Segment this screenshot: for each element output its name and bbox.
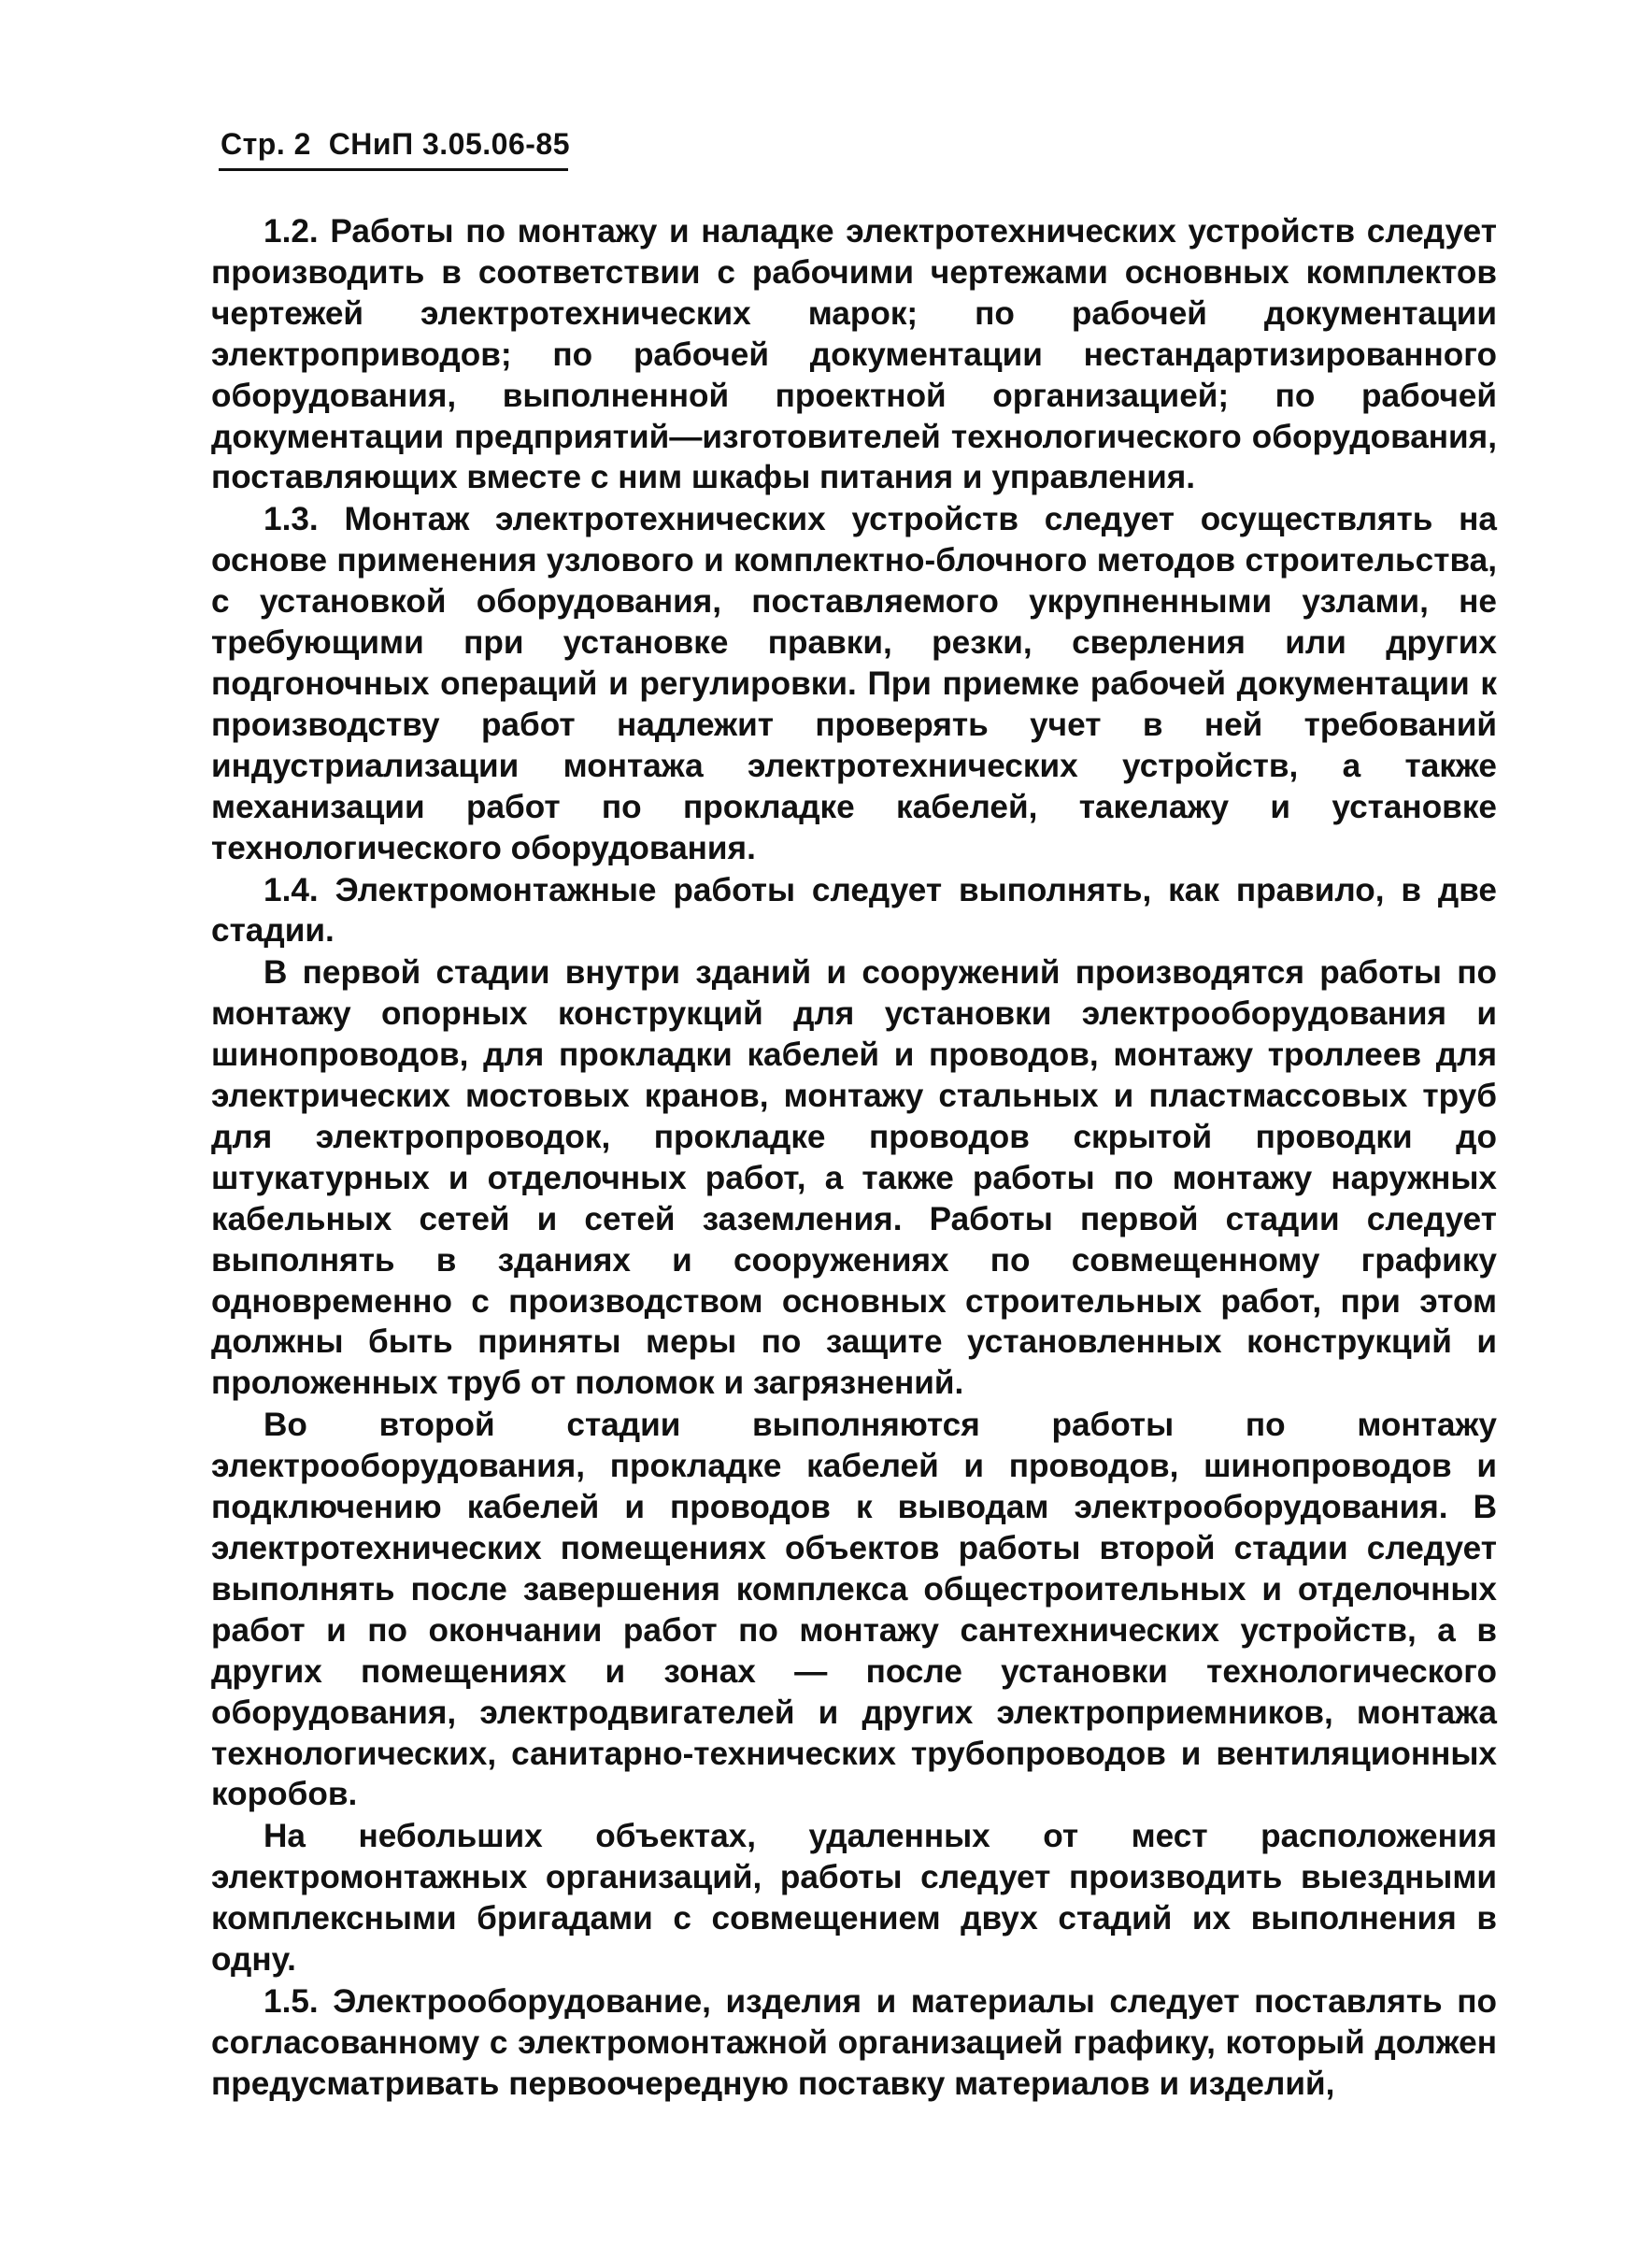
- paragraph-text: Электрооборудование, изделия и материалы следует поставлять по согласованному с электромонтажной организацией графику, который должен предусматривать первоочередную поставку материалов и изделий,: [211, 1982, 1497, 2102]
- paragraph-text: Во второй стадии выполняются работы по монтажу электрооборудования, прокладке кабелей и проводов, шинопроводов и подключению кабелей и проводов к выводам электрооборудования. В электротехнических помещениях объектов работы второй стадии следует выполнять после завершения комплекса общестроительных и отделочных работ и по окончании работ по монтажу сантехнических устройств, а в других помещениях и зонах — после установки технологического оборудования, электродвигателей и других электроприемников, монтажа технологических, санитарно-технических трубопроводов и вентиляционных коробов.: [211, 1407, 1497, 1813]
- clause-number: 1.2.: [263, 213, 319, 250]
- paragraph-text: Монтаж электротехнических устройств следует осуществлять на основе применения узлового и комплектно-блочного методов строительства, с установкой оборудования, поставляемого укрупненными узлами, не требующими при установке правки, резки, сверления или других подгоночных операций и регулировки. При приемке рабочей документации к производству работ надлежит проверять учет в ней требований индустриализации монтажа электротехнических устройств, а также механизации работ по прокладке кабелей, такелажу и установке технологического оборудования.: [211, 501, 1497, 866]
- clause-number: 1.3.: [263, 501, 319, 538]
- paragraph-text: Работы по монтажу и наладке электротехнических устройств следует производить в соответствии с рабочими чертежами основных комплектов чертежей электротехнических марок; по рабочей документации электроприводов; по рабочей документации нестандартизированного оборудования, выполненной проектной организацией; по рабочей документации предприятий—изготовителей технологического оборудования, поставляющих вместе с ним шкафы питания и управления.: [211, 213, 1497, 496]
- paragraph-text: В первой стадии внутри зданий и сооружений производятся работы по монтажу опорных конструкций для установки электрооборудования и шинопроводов, для прокладки кабелей и проводов, монтажу троллеев для электрических мостовых кранов, монтажу стальных и пластмассовых труб для электропроводок, прокладке проводов скрытой проводки до штукатурных и отделочных работ, а также работы по монтажу наружных кабельных сетей и сетей заземления. Работы первой стадии следует выполнять в зданиях и сооружениях по совмещенному графику одновременно с производством основных строительных работ, при этом должны быть приняты меры по защите установленных конструкций и проложенных труб от поломок и загрязнений.: [211, 954, 1497, 1402]
- paragraph-1-3: [211, 499, 1497, 868]
- header-underline: [219, 168, 568, 171]
- paragraph-1-5: [211, 1981, 1497, 2105]
- document-code: СНиП 3.05.06-85: [328, 127, 570, 161]
- paragraph-second-stage: [211, 1405, 1497, 1815]
- clause-number: 1.5.: [263, 1982, 319, 2020]
- paragraph-small-objects: [211, 1816, 1497, 1980]
- paragraph-text: На небольших объектах, удаленных от мест расположения электромонтажных организаций, работы следует производить выездными комплексными бригадами с совмещением двух стадий их выполнения в одну.: [211, 1818, 1497, 1979]
- paragraph-1-4: [211, 870, 1497, 952]
- page-number-label: Стр. 2: [221, 127, 311, 161]
- paragraph-first-stage: [211, 952, 1497, 1404]
- clause-number: 1.4.: [263, 871, 319, 908]
- page-header: [221, 127, 570, 162]
- body-text: [211, 211, 1497, 2105]
- paragraph-1-2: [211, 211, 1497, 498]
- paragraph-text: Электромонтажные работы следует выполнять, как правило, в две стадии.: [211, 871, 1497, 950]
